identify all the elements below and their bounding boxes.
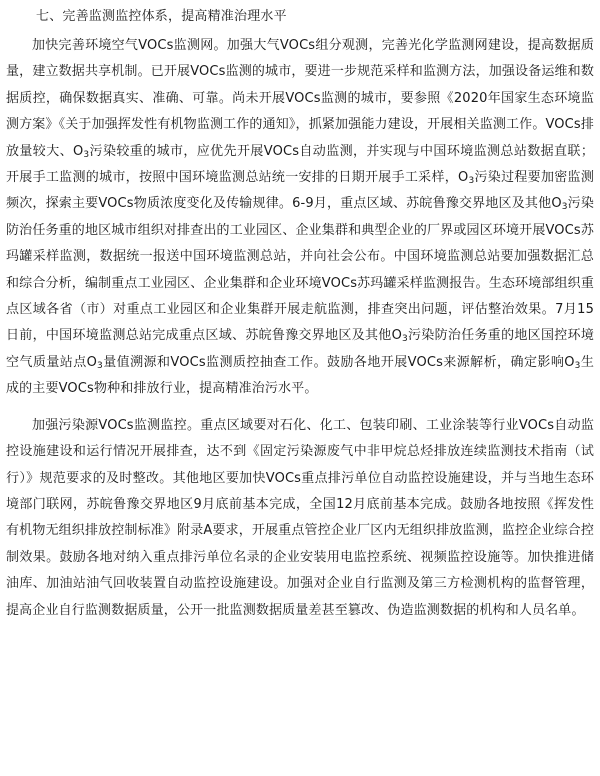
subscript: 3 (97, 360, 103, 371)
paragraph-text: 加快完善环境空气VOCs监测网。加强大气VOCs组分观测，完善光化学监测网建设，提高数据质量，建立数据共享机制。已开展VOCs监测的城市，要进一步规范采样和监测方法，加强设备运维和数据质控，确保数据真实、准确、可靠。尚未开展VOCs监测的城市，要参照《2020年国家生态环境监测方案》《关于加强挥发性有机物监测工作的通知》，抓紧加强能力建设，开展相关监测工作。VOCs排放量较大、O (6, 38, 594, 159)
section-heading: 七、完善监测监控体系，提高精准治理水平 (36, 9, 287, 24)
paragraph-pollution-source-monitoring (6, 413, 594, 624)
paragraph-text: 污染过程要加密监测频次，探索主要VOCs物质浓度变化及传输规律。6-9月，重点区域、苏皖鲁豫交界地区及其他O (6, 170, 594, 212)
subscript: 3 (468, 176, 475, 187)
paragraph-text: 污染防治任务重的地区国控环境空气质量站点O (6, 328, 594, 370)
subscript: 3 (83, 149, 90, 160)
paragraph-text: 量值溯源和VOCs监测质控抽查工作。鼓励各地开展VOCs来源解析，确定影响O (102, 354, 575, 370)
subscript: 3 (574, 360, 581, 371)
paragraph-voc-monitoring-network (6, 33, 594, 403)
subscript: 3 (561, 202, 568, 213)
paragraph-text: 污染防治任务重的地区城市组织对排查出的工业园区、企业集群和典型企业的厂界或园区环境开展VOCs苏玛罐采样监测，数据统一报送中国环境监测总站，并向社会公布。中国环境监测总站要加强数据汇总和综合分析，编制重点工业园区、企业集群和企业环境VOCs苏玛罐采样监测报告。生态环境部组织重点区域各省（市）对重点工业园区和企业集群开展走航监测，排查突出问题，评估整治效果。7月15日前，中国环境监测总站完成重点区域、苏皖鲁豫交界地区及其他O (6, 196, 594, 344)
paragraph-text: 生成的主要VOCs物种和排放行业，提高精准治污水平。 (6, 354, 594, 397)
subscript: 3 (401, 334, 408, 345)
paragraph-text: 污染较重的城市，应优先开展VOCs自动监测，并实现与中国环境监测总站数据直联；开展手工监测的城市，按照中国环境监测总站统一安排的日期开展手工采样，O (6, 143, 594, 186)
paragraph-text: 加强污染源VOCs监测监控。重点区域要对石化、化工、包装印刷、工业涂装等行业VOCs自动监控设施建设和运行情况开展排查，达不到《固定污染源废气中非甲烷总烃排放连续监测技术指南（试行）》规范要求的及时整改。其他地区要加快VOCs重点排污单位自动监控设施建设，并与当地生态环境部门联网，苏皖鲁豫交界地区9月底前基本完成，全国12月底前基本完成。鼓励各地按照《挥发性有机物无组织排放控制标准》附录A要求，开展重点管控企业厂区内无组织排放监测，监控企业综合控制效果。鼓励各地对纳入重点排污单位名录的企业安装用电监控系统、视频监控设施等。加快推进储油库、加油站油气回收装置自动监控设施建设。加强对企业自行监测及第三方检测机构的监督管理，提高企业自行监测数据质量，公开一批监测数据质量差甚至篡改、伪造监测数据的机构和人员名单。 (6, 417, 594, 618)
